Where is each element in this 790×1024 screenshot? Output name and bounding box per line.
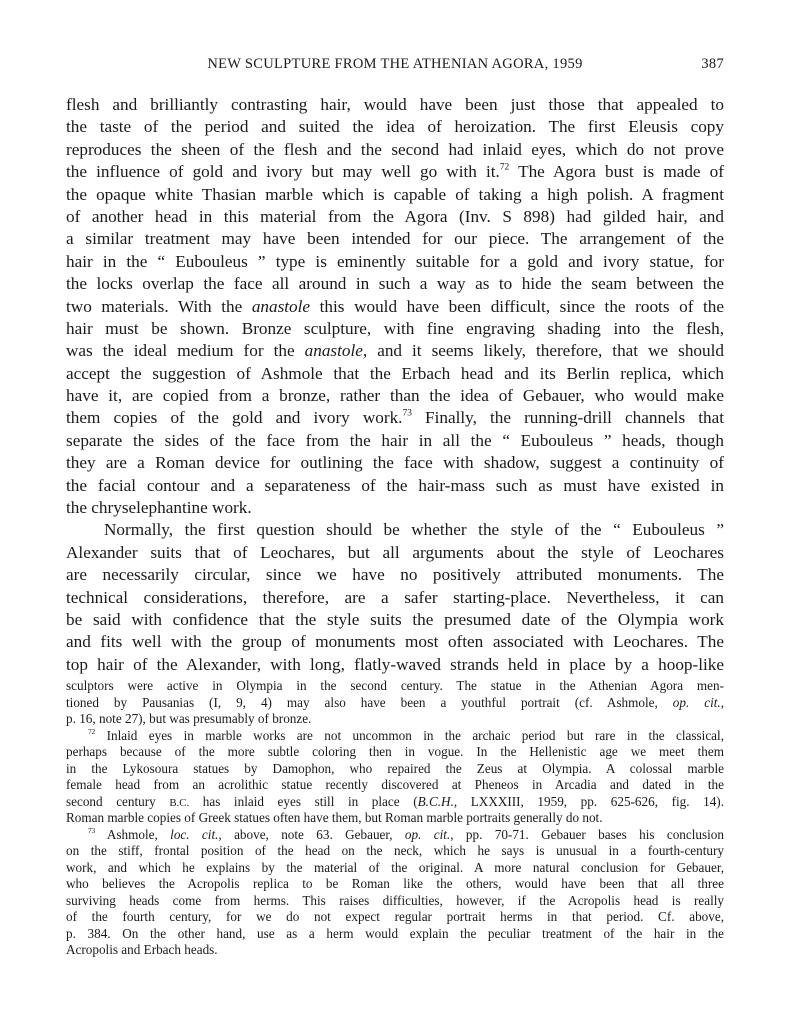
text-run: female head from an acrolithic statue recently discovered at Pheneos in Arcadia and dated in the [66,777,724,792]
body-line [66,139,724,161]
text-run: perhaps because of the more subtle coloring then in vogue. In the Hellenistic age we meet them [66,744,724,759]
body-line [66,340,724,362]
footnote-reference: 72 [499,162,510,173]
page-number: 387 [701,56,724,72]
footnote-line [66,926,724,943]
footnote-line [66,777,724,794]
text-run: the opaque white Thasian marble which is capable of taking a high polish. A fragment [66,184,724,204]
footnote-line [66,893,724,910]
text-run: on the stiff, frontal position of the head on the neck, which he says is unusual in a fourth-century [66,843,724,858]
body-line [66,497,724,519]
text-run: surviving heads come from herms. This raises difficulties, however, if the Acropolis head is really [66,892,724,908]
footnote-reference: 73 [402,408,412,419]
text-run: the taste of the period and suited the idea of heroization. The first Eleusis copy [66,117,724,137]
text-run: are necessarily circular, since we have no positively attributed monuments. The [66,565,724,585]
text-run: second century [66,793,170,809]
body-line [66,273,724,295]
footnote-line [66,678,724,695]
footnote-line [66,876,724,893]
text-run: technical considerations, therefore, are a safer starting-place. Nevertheless, it can [66,587,724,607]
body-line [66,318,724,340]
body-line [66,251,724,273]
text-run: p. 16, note 27), but was presumably of bronze. [66,711,312,726]
footnote-line [66,909,724,926]
body-line [66,654,724,676]
small-caps-run: B.C. [169,796,190,809]
text-run: the locks overlap the face all around in such a way as to hide the seam between the [66,274,724,294]
text-run: be said with confidence that the style suits the presumed date of the Olympia work [66,609,724,629]
footnote-line [66,860,724,877]
footnote-line [66,728,724,745]
body-text [66,94,724,676]
running-header [66,56,724,78]
text-run: them copies of the gold and ivory work. [66,408,403,428]
body-line [66,206,724,228]
text-run: the chryselephantine work. [66,498,252,518]
body-line [66,407,724,429]
text-run: of the fourth century, for we do not expect regular portrait herms in that period. Cf. above, [66,909,724,924]
text-run: reproduces the sheen of the flesh and the second had inlaid eyes, which do not prove [66,139,724,159]
text-run: flesh and brilliantly contrasting hair, would have been just those that appealed to [66,95,724,114]
body-line [66,519,724,541]
body-line [66,363,724,385]
text-run: hair in the “ Eubouleus ” type is eminently suitable for a gold and ivory statue, for [66,251,724,271]
text-run: Inlaid eyes in marble works are not uncommon in the archaic period but rare in the classical, [95,727,724,743]
text-run: Finally, the running-drill channels that [411,408,724,428]
body-line [66,542,724,564]
text-run: , pp. 70-71. Gebauer bases his conclusion [450,826,724,842]
text-run: , LXXXIII, 1959, pp. 625-626, fig. 14). [453,793,724,809]
body-line [66,587,724,609]
body-line [66,430,724,452]
text-run: p. 384. On the other hand, use as a herm would explain the peculiar treatment of the hair in the [66,925,724,941]
text-run: Acropolis and Erbach heads. [66,942,218,957]
text-run: of another head in this material from the Agora (Inv. S 898) had gilded hair, and [66,206,724,226]
footnote-line [66,810,724,827]
text-run: sculptors were active in Olympia in the second century. The statue in the Athenian Agora men- [66,678,724,693]
text-run: hair must be shown. Bronze sculpture, with fine engraving shading into the flesh, [66,318,724,338]
body-line [66,161,724,183]
text-run: a similar treatment may have been intended for our piece. The arrangement of the [66,229,724,249]
body-line [66,475,724,497]
running-title: NEW SCULPTURE FROM THE ATHENIAN AGORA, 1959 [207,56,583,72]
text-run: accept the suggestion of Ashmole that the Erbach head and its Berlin replica, which [66,363,724,383]
body-line [66,94,724,116]
footnote-number: 72 [88,727,96,736]
text-run: this would have been difficult, since the roots of the [310,296,724,316]
footnote-line [66,695,724,712]
text-run: tioned by Pausanias (I, 9, 4) may also have been a youthful portrait (cf. Ashmole, [66,694,673,710]
body-line [66,385,724,407]
body-line [66,228,724,250]
italic-run: loc. cit. [170,826,219,842]
footnote-line [66,744,724,761]
text-run: , and it seems likely, therefore, that we should [362,341,724,361]
italic-run: B.C.H. [417,793,454,809]
text-run: , above, note 63. Gebauer, [218,826,405,842]
body-line [66,452,724,474]
footnote-line [66,827,724,844]
footnote-line [66,942,724,959]
text-run: , [720,694,724,710]
body-line [66,631,724,653]
text-run: was the ideal medium for the [66,341,305,361]
text-run: have it, are copied from a bronze, rather than the idea of Gebauer, who would make [66,386,724,406]
body-line [66,564,724,586]
text-run: The Agora bust is made of [509,162,724,182]
text-run: the influence of gold and ivory but may well go with it. [66,162,500,182]
text-run: work, and which he explains by the material of the original. A more natural conclusion for Gebauer, [66,859,724,875]
text-run: top hair of the Alexander, with long, flatly-waved strands held in place by a hoop-like [66,654,724,674]
italic-run: anastole [251,296,311,316]
text-run: Ashmole, [95,826,171,842]
footnote-line [66,843,724,860]
body-line [66,296,724,318]
italic-run: op. cit. [672,694,721,710]
text-run: Roman marble copies of Greek statues often have them, but Roman marble portraits generally do not. [66,810,603,825]
italic-run: op. cit. [404,826,451,842]
text-run: has inlaid eyes still in place ( [189,793,418,809]
text-run: the facial contour and a separateness of the hair-mass such as must have existed in [66,475,724,495]
text-run: they are a Roman device for outlining the face with shadow, suggest a continuity of [66,453,724,473]
text-run: separate the sides of the face from the hair in all the “ Eubouleus ” heads, though [66,430,724,450]
text-run: Alexander suits that of Leochares, but all arguments about the style of Leochares [66,542,724,562]
body-line [66,116,724,138]
body-line [66,184,724,206]
text-run: Normally, the first question should be whether the style of the “ Eubouleus ” [104,520,724,540]
text-run: and fits well with the group of monuments most often associated with Leochares. The [66,632,724,652]
footnote-line [66,794,724,811]
text-run: two materials. With the [66,296,252,316]
body-line [66,609,724,631]
text-run: in the Lykosoura statues by Damophon, who repaired the Zeus at Olympia. A colossal marble [66,760,724,776]
footnote-number: 73 [88,826,96,835]
text-run: who believes the Acropolis replica to be Roman like the others, would have been that all three [66,876,724,891]
footnote-line [66,761,724,778]
italic-run: anastole [304,341,363,361]
footnotes [66,678,724,959]
footnote-line [66,711,724,728]
